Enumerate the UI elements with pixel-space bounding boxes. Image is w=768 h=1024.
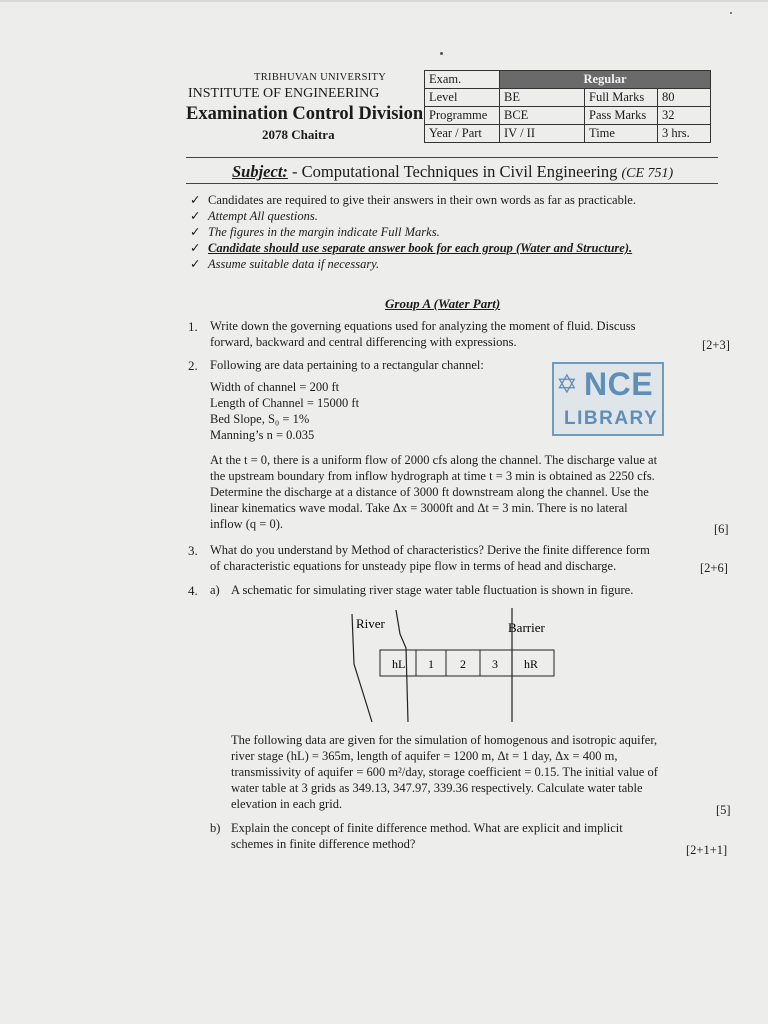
meta-value: IV / II <box>500 125 585 143</box>
grid-cell-1: 1 <box>428 657 434 671</box>
subject-rule-bottom <box>186 183 718 184</box>
meta-row <box>425 71 711 89</box>
question-line: the upstream boundary from inflow hydrograph at time t = 3 min is obtained as 2250 cfs. <box>210 469 655 483</box>
channel-data: Width of channel = 200 ft <box>210 380 340 394</box>
question-marks: [6] <box>714 522 729 536</box>
instruction-item <box>190 256 379 272</box>
subject-code: (CE 751) <box>621 166 674 181</box>
instruction-item <box>190 240 632 256</box>
question-line: Following are data pertaining to a rectangular channel: <box>210 358 484 372</box>
question-marks: [2+3] <box>702 338 730 352</box>
scan-speck <box>730 12 732 14</box>
question-line: At the t = 0, there is a uniform flow of 2000 cfs along the channel. The discharge value at <box>210 453 658 467</box>
question-number: 4. <box>188 583 198 598</box>
star-of-david-icon: ✡ <box>556 370 578 399</box>
question-number: 2. <box>188 358 198 373</box>
meta-value: 80 <box>658 89 711 107</box>
question-line: linear kinematics wave modal. Take Δx = 3000ft and Δt = 3 min. There is no lateral <box>210 501 628 515</box>
channel-data: Bed Slope, S₀ = 1% <box>210 412 310 426</box>
meta-value: BE <box>500 89 585 107</box>
meta-value: BCE <box>500 107 585 125</box>
question-line: elevation in each grid. <box>231 797 343 811</box>
river-label: River <box>356 616 385 631</box>
meta-row <box>425 125 711 143</box>
scan-edge <box>0 0 768 2</box>
subject-title: - Computational Techniques in Civil Engineering <box>287 162 618 181</box>
question-line: Write down the governing equations used for analyzing the moment of fluid. Discuss <box>210 319 636 333</box>
channel-data: Manning’s n = 0.035 <box>210 428 315 442</box>
meta-key: Time <box>585 125 658 143</box>
barrier-label: Barrier <box>508 620 545 635</box>
check-icon: ✓ <box>190 193 201 207</box>
question-line: The following data are given for the simulation of homogenous and isotropic aquifer, <box>231 733 658 747</box>
instruction-text: The figures in the margin indicate Full Marks. <box>208 225 440 239</box>
question-line: What do you understand by Method of characteristics? Derive the finite difference form <box>210 543 650 557</box>
grid-cell-hr: hR <box>524 657 539 671</box>
question-line: Determine the discharge at a distance of 3000 ft downstream along the channel. Use the <box>210 485 649 499</box>
check-icon: ✓ <box>190 241 201 255</box>
meta-value-exam: Regular <box>500 71 711 89</box>
exam-meta-table <box>424 70 711 143</box>
scan-speck <box>440 52 443 55</box>
meta-key: Programme <box>425 107 500 125</box>
grid-cell-hl: hL <box>392 657 406 671</box>
subject-rule-top <box>186 157 718 158</box>
question-line: Explain the concept of finite difference method. What are explicit and implicit <box>231 821 623 835</box>
check-icon: ✓ <box>190 257 201 271</box>
institute-name: INSTITUTE OF ENGINEERING <box>188 86 380 101</box>
instruction-item <box>190 192 636 208</box>
question-number: 3. <box>188 543 198 558</box>
meta-key: Exam. <box>425 71 500 89</box>
question-marks: [2+6] <box>700 561 728 575</box>
meta-row <box>425 89 711 107</box>
library-stamp <box>552 362 664 436</box>
instruction-item <box>190 208 318 224</box>
question-number: 1. <box>188 319 198 334</box>
question-line: of characteristic equations for unsteady pipe flow in terms of head and discharge. <box>210 559 617 573</box>
aquifer-schematic <box>340 604 570 729</box>
meta-key: Full Marks <box>585 89 658 107</box>
instruction-text: Candidates are required to give their answers in their own words as far as practicable. <box>208 193 636 207</box>
subject-line <box>232 162 673 182</box>
instruction-text: Attempt All questions. <box>208 209 318 223</box>
question-line: river stage (hL) = 365m, length of aquifer = 1200 m, Δt = 1 day, Δx = 400 m, <box>231 749 618 763</box>
grid-cell-3: 3 <box>492 657 498 671</box>
meta-key: Year / Part <box>425 125 500 143</box>
university-name: TRIBHUVAN UNIVERSITY <box>254 72 387 83</box>
meta-value: 32 <box>658 107 711 125</box>
meta-row <box>425 107 711 125</box>
subquestion-label: a) <box>210 583 220 597</box>
stamp-subtitle: LIBRARY <box>564 408 659 429</box>
question-line: inflow (q = 0). <box>210 517 284 531</box>
exam-session: 2078 Chaitra <box>262 127 335 142</box>
question-marks: [5] <box>716 803 731 817</box>
instruction-item <box>190 224 440 240</box>
check-icon: ✓ <box>190 225 201 239</box>
question-line: water table at 3 grids as 349.13, 347.97, 339.36 respectively. Calculate water table <box>231 781 643 795</box>
question-marks: [2+1+1] <box>686 843 728 857</box>
division-name: Examination Control Division <box>186 104 424 124</box>
check-icon: ✓ <box>190 209 201 223</box>
instruction-text: Candidate should use separate answer book for each group (Water and Structure). <box>208 241 633 255</box>
meta-key: Pass Marks <box>585 107 658 125</box>
subquestion-label: b) <box>210 821 221 835</box>
instruction-text: Assume suitable data if necessary. <box>208 257 380 271</box>
stamp-title: NCE <box>584 366 654 402</box>
question-line: transmissivity of aquifer = 600 m²/day, storage coefficient = 0.15. The initial value of <box>231 765 658 779</box>
grid-cell-2: 2 <box>460 657 466 671</box>
question-line: A schematic for simulating river stage water table fluctuation is shown in figure. <box>231 583 634 597</box>
question-line: schemes in finite difference method? <box>231 837 416 851</box>
aquifer-schematic-svg <box>340 604 570 724</box>
question-line: forward, backward and central differencing with expressions. <box>210 335 517 349</box>
group-title: Group A (Water Part) <box>385 296 501 311</box>
meta-value: 3 hrs. <box>658 125 711 143</box>
channel-data: Length of Channel = 15000 ft <box>210 396 360 410</box>
subject-label: Subject: <box>232 162 288 181</box>
meta-key: Level <box>425 89 500 107</box>
